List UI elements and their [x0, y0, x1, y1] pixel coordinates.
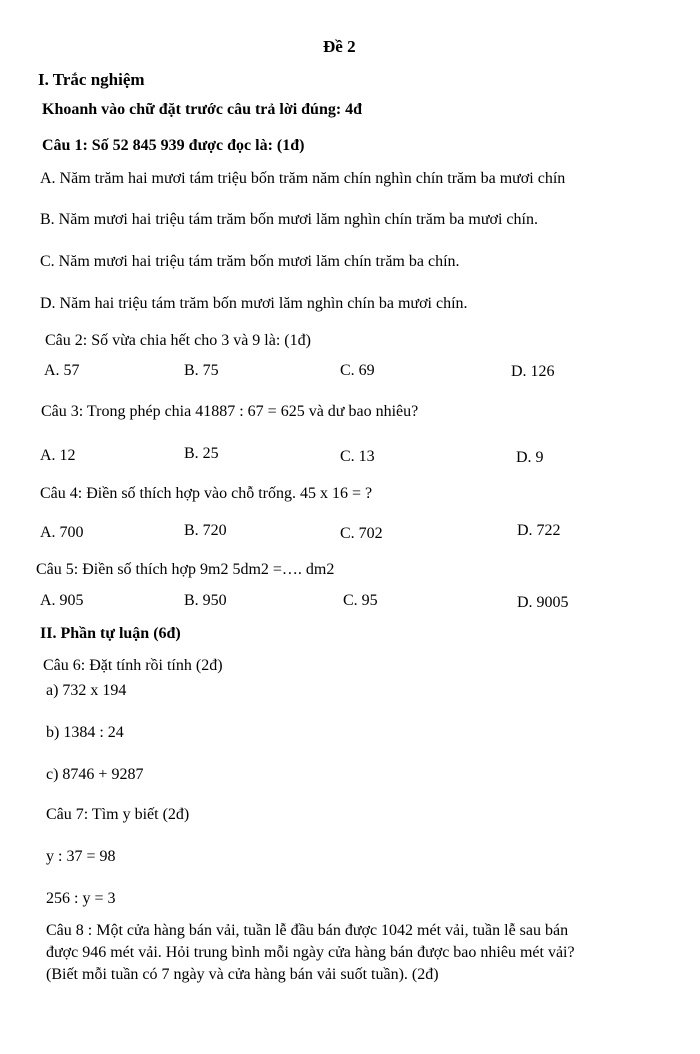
- q4-question: Câu 4: Điền số thích hợp vào chỗ trống. 45 x 16 = ?: [40, 485, 373, 502]
- q5-option-b: B. 950: [184, 592, 227, 609]
- q3-option-b: B. 25: [184, 445, 219, 462]
- q1-option-d: D. Năm hai triệu tám trăm bốn mươi lăm nghìn chín ba mươi chín.: [40, 295, 468, 312]
- q2-option-b: B. 75: [184, 362, 219, 379]
- part1-heading: I. Trắc nghiệm: [38, 70, 145, 89]
- q8-line-3: (Biết mỗi tuần có 7 ngày và cửa hàng bán vải suốt tuần). (2đ): [46, 966, 439, 983]
- q1-option-a: A. Năm trăm hai mươi tám triệu bốn trăm năm chín nghìn chín trăm ba mươi chín: [40, 170, 566, 187]
- page-title: Đề 2: [323, 37, 356, 56]
- q7-item-2: 256 : y = 3: [46, 890, 116, 907]
- q1-option-c: C. Năm mươi hai triệu tám trăm bốn mươi lăm chín trăm ba chín.: [40, 253, 460, 270]
- q3-question: Câu 3: Trong phép chia 41887 : 67 = 625 và dư bao nhiêu?: [41, 403, 419, 420]
- part1-instruction: Khoanh vào chữ đặt trước câu trả lời đúng: 4đ: [42, 101, 363, 118]
- q2-option-d: D. 126: [511, 363, 555, 380]
- q8-line-2: được 946 mét vải. Hỏi trung bình mỗi ngày cửa hàng bán được bao nhiêu mét vải?: [46, 944, 575, 961]
- q5-question: Câu 5: Điền số thích hợp 9m2 5dm2 =…. dm2: [36, 561, 335, 578]
- q3-option-c: C. 13: [340, 448, 375, 465]
- q6-question: Câu 6: Đặt tính rồi tính (2đ): [43, 657, 223, 674]
- q6-item-b: b) 1384 : 24: [46, 724, 124, 741]
- q6-item-c: c) 8746 + 9287: [46, 766, 144, 783]
- q5-option-c: C. 95: [343, 592, 378, 609]
- q4-option-c: C. 702: [340, 525, 383, 542]
- q1-question: Câu 1: Số 52 845 939 được đọc là: (1đ): [42, 137, 305, 154]
- part2-heading: II. Phần tự luận (6đ): [40, 625, 181, 642]
- q7-question: Câu 7: Tìm y biết (2đ): [46, 806, 190, 823]
- q3-option-d: D. 9: [516, 449, 544, 466]
- q8-line-1: Câu 8 : Một cửa hàng bán vải, tuần lễ đầu bán được 1042 mét vải, tuần lễ sau bán: [46, 922, 569, 939]
- q4-option-a: A. 700: [40, 524, 84, 541]
- q6-item-a: a) 732 x 194: [46, 682, 127, 699]
- q7-item-1: y : 37 = 98: [46, 848, 116, 865]
- q5-option-a: A. 905: [40, 592, 84, 609]
- q5-option-d: D. 9005: [517, 594, 569, 611]
- q3-option-a: A. 12: [40, 447, 76, 464]
- q2-option-c: C. 69: [340, 362, 375, 379]
- q2-option-a: A. 57: [44, 362, 80, 379]
- q4-option-d: D. 722: [517, 522, 561, 539]
- q2-question: Câu 2: Số vừa chia hết cho 3 và 9 là: (1đ): [45, 332, 311, 349]
- q4-option-b: B. 720: [184, 522, 227, 539]
- q1-option-b: B. Năm mươi hai triệu tám trăm bốn mươi lăm nghìn chín trăm ba mươi chín.: [40, 211, 538, 228]
